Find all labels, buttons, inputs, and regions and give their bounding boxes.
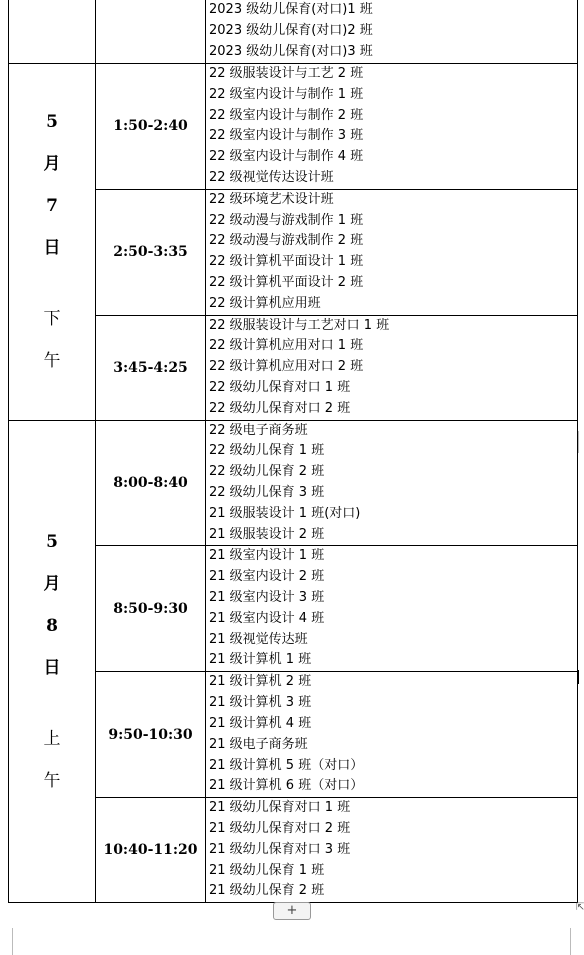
class-name: 22 级环境艺术设计班 bbox=[209, 191, 334, 207]
class-name: 21 级服装设计 2 班 bbox=[209, 526, 325, 542]
class-name: 22 级计算机应用班 bbox=[209, 295, 321, 311]
class-name: 22 级计算机平面设计 2 班 bbox=[209, 274, 364, 290]
class-name: 21 级电子商务班 bbox=[209, 736, 308, 752]
class-name: 21 级室内设计 1 班 bbox=[209, 548, 325, 564]
class-name: 22 级电子商务班 bbox=[209, 422, 308, 438]
classes-cell[interactable] bbox=[206, 546, 578, 672]
table-edge-handle[interactable] bbox=[578, 431, 584, 453]
class-name: 22 级室内设计与制作 3 班 bbox=[209, 128, 364, 144]
class-name: 22 级幼儿保育对口 2 班 bbox=[209, 400, 351, 416]
class-name: 2023 级幼儿保育(对口)2 班 bbox=[209, 23, 373, 39]
classes-cell[interactable] bbox=[206, 315, 578, 420]
class-name: 21 级室内设计 2 班 bbox=[209, 569, 325, 585]
class-name: 21 级幼儿保育对口 1 班 bbox=[209, 800, 351, 816]
date-spacer bbox=[9, 689, 95, 718]
class-name: 22 级幼儿保育 1 班 bbox=[209, 443, 325, 459]
date-cell-may8[interactable] bbox=[9, 420, 96, 903]
time-cell[interactable]: 2:50-3:35 bbox=[96, 189, 206, 315]
date-char: 8 bbox=[46, 615, 58, 636]
class-name: 21 级服装设计 1 班(对口) bbox=[209, 505, 361, 521]
class-name: 22 级室内设计与制作 2 班 bbox=[209, 107, 364, 123]
class-name: 21 级室内设计 3 班 bbox=[209, 590, 325, 606]
schedule-table bbox=[8, 0, 578, 903]
date-char: 月 bbox=[43, 573, 61, 594]
classes-cell[interactable] bbox=[206, 189, 578, 315]
class-name: 22 级室内设计与制作 1 班 bbox=[209, 86, 364, 102]
table-row bbox=[9, 64, 578, 190]
class-name: 21 级幼儿保育 2 班 bbox=[209, 883, 325, 899]
date-char: 日 bbox=[43, 238, 61, 259]
class-name: 21 级幼儿保育对口 2 班 bbox=[209, 820, 351, 836]
date-char: 午 bbox=[43, 351, 61, 372]
class-name: 22 级视觉传达设计班 bbox=[209, 169, 334, 185]
time-cell[interactable]: 8:50-9:30 bbox=[96, 546, 206, 672]
table-row bbox=[9, 420, 578, 546]
class-name: 22 级服装设计与工艺对口 1 班 bbox=[209, 317, 390, 333]
class-name: 22 级动漫与游戏制作 2 班 bbox=[209, 233, 364, 249]
date-char: 上 bbox=[43, 728, 61, 749]
class-name: 21 级视觉传达班 bbox=[209, 631, 308, 647]
class-name: 2023 级幼儿保育(对口)1 班 bbox=[209, 2, 373, 18]
classes-cell[interactable] bbox=[206, 64, 578, 190]
class-name: 21 级室内设计 4 班 bbox=[209, 610, 325, 626]
class-name: 21 级幼儿保育对口 3 班 bbox=[209, 841, 351, 857]
class-name: 21 级幼儿保育 1 班 bbox=[209, 862, 325, 878]
classes-cell[interactable] bbox=[206, 0, 578, 64]
time-cell bbox=[96, 0, 206, 64]
time-cell[interactable]: 9:50-10:30 bbox=[96, 672, 206, 798]
time-cell[interactable]: 10:40-11:20 bbox=[96, 798, 206, 903]
date-char: 午 bbox=[43, 770, 61, 791]
class-name: 22 级服装设计与工艺 2 班 bbox=[209, 66, 364, 81]
class-name: 21 级计算机 2 班 bbox=[209, 674, 312, 690]
classes-cell[interactable] bbox=[206, 420, 578, 546]
classes-cell[interactable] bbox=[206, 672, 578, 798]
table-resize-icon[interactable]: ⇱ bbox=[576, 902, 584, 913]
date-char: 月 bbox=[43, 154, 61, 175]
page-corner-right bbox=[570, 928, 584, 955]
class-name: 21 级计算机 4 班 bbox=[209, 715, 312, 731]
class-name: 2023 级幼儿保育(对口)3 班 bbox=[209, 43, 373, 59]
date-spacer bbox=[9, 269, 95, 298]
class-name: 22 级室内设计与制作 4 班 bbox=[209, 149, 364, 165]
class-name: 22 级计算机平面设计 1 班 bbox=[209, 254, 364, 270]
class-name: 22 级计算机应用对口 2 班 bbox=[209, 359, 364, 375]
class-name: 22 级幼儿保育对口 1 班 bbox=[209, 379, 351, 395]
time-cell[interactable]: 3:45-4:25 bbox=[96, 315, 206, 420]
class-name: 22 级幼儿保育 3 班 bbox=[209, 484, 325, 500]
time-cell[interactable]: 1:50-2:40 bbox=[96, 64, 206, 190]
class-name: 21 级计算机 3 班 bbox=[209, 695, 312, 711]
date-char: 日 bbox=[43, 657, 61, 678]
date-char: 5 bbox=[46, 112, 58, 133]
class-name: 21 级计算机 5 班（对口） bbox=[209, 757, 364, 773]
time-cell[interactable]: 8:00-8:40 bbox=[96, 420, 206, 546]
page-corner-left bbox=[0, 928, 13, 955]
table-row bbox=[9, 0, 578, 64]
date-cell-may7[interactable] bbox=[9, 64, 96, 421]
date-char: 7 bbox=[46, 196, 58, 217]
class-name: 21 级计算机 6 班（对口） bbox=[209, 778, 364, 794]
date-cell-empty bbox=[9, 0, 96, 64]
class-name: 21 级计算机 1 班 bbox=[209, 652, 312, 668]
text-cursor bbox=[577, 670, 579, 684]
date-char: 5 bbox=[46, 531, 58, 552]
date-char: 下 bbox=[43, 309, 61, 330]
class-name: 22 级幼儿保育 2 班 bbox=[209, 464, 325, 480]
add-row-button[interactable]: + bbox=[273, 902, 311, 920]
class-name: 22 级计算机应用对口 1 班 bbox=[209, 338, 364, 354]
class-name: 22 级动漫与游戏制作 1 班 bbox=[209, 212, 364, 228]
classes-cell[interactable] bbox=[206, 798, 578, 903]
